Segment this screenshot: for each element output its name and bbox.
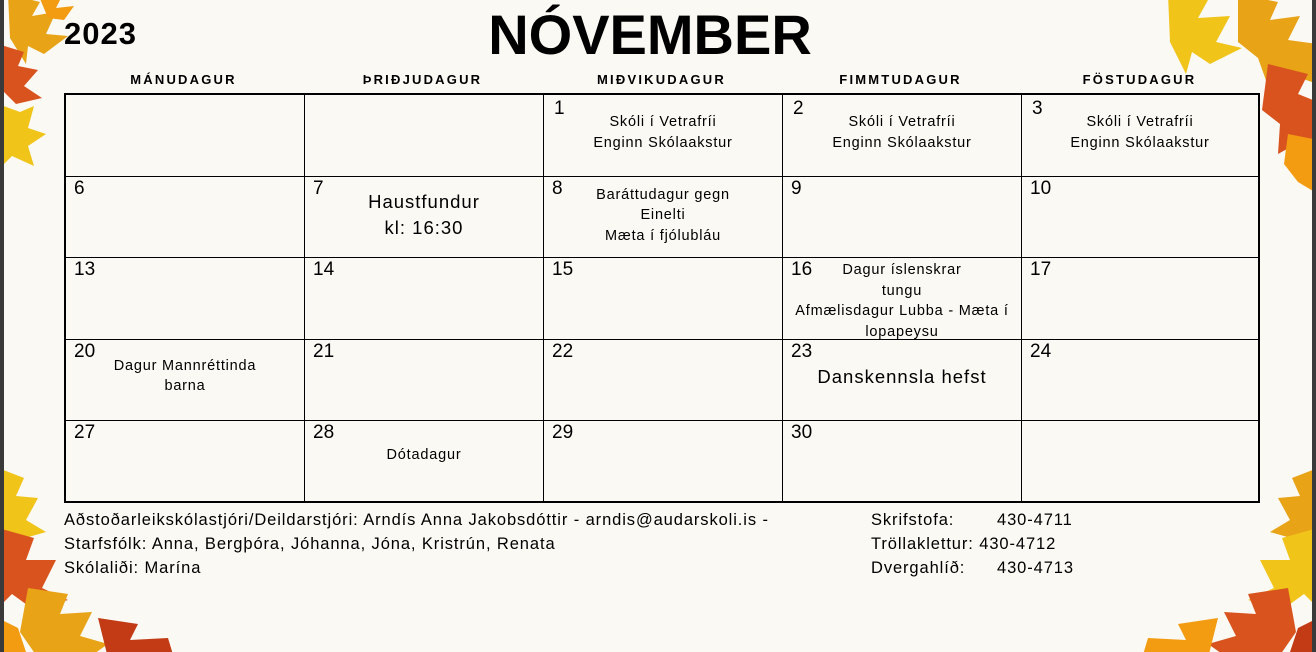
calendar-day-cell <box>544 95 783 177</box>
phone-label: Skrifstofa: <box>871 511 955 529</box>
phone-number: 430-4713 <box>997 559 1074 577</box>
weekday-header <box>64 72 1260 90</box>
calendar-day-cell <box>305 177 544 259</box>
event-line: Danskennsla hefst <box>817 365 987 387</box>
event-line: Afmælisdagur Lubba - Mæta í <box>795 303 1009 320</box>
event-line: Dagur Mannréttinda <box>113 357 257 374</box>
day-number: 14 <box>313 259 335 281</box>
day-event-note <box>305 445 543 466</box>
day-number: 8 <box>552 177 563 199</box>
event-line: barna <box>164 378 206 395</box>
event-line: Dótadagur <box>386 447 462 464</box>
month-title: NÓVEMBER <box>488 3 812 66</box>
footer-contact-info <box>64 508 769 580</box>
day-number: 28 <box>313 422 335 444</box>
calendar-day-cell <box>66 95 305 177</box>
year-label: 2023 <box>64 16 137 51</box>
calendar-day-cell <box>544 177 783 259</box>
day-number: 13 <box>74 259 96 281</box>
day-event-note <box>783 364 1021 390</box>
event-line: Enginn Skólaakstur <box>832 134 972 151</box>
calendar-page <box>4 0 1312 652</box>
calendar-day-cell <box>66 177 305 259</box>
day-number: 9 <box>791 177 802 199</box>
calendar-day-cell <box>544 421 783 503</box>
day-number: 6 <box>74 177 85 199</box>
calendar-day-cell <box>1022 340 1258 422</box>
footer-line-staff: Starfsfólk: Anna, Bergþóra, Jóhanna, Jóna, Kristrún, Renata <box>64 535 556 553</box>
phone-number: 430-4711 <box>997 511 1073 529</box>
day-number: 27 <box>74 422 96 444</box>
day-number: 21 <box>313 340 335 362</box>
footer-line-janitor: Skólaliði: Marína <box>64 559 202 577</box>
event-line: Dagur íslenskrar <box>842 262 962 279</box>
day-event-note <box>1022 112 1258 153</box>
day-number: 20 <box>74 340 96 362</box>
event-line: Skóli í Vetrafríi <box>1086 114 1194 130</box>
phone-number: 430-4712 <box>979 535 1057 553</box>
calendar-day-cell <box>1022 421 1258 503</box>
day-number: 1 <box>554 98 565 119</box>
weekday-monday: MÁNUDAGUR <box>130 72 237 87</box>
phone-label: Tröllaklettur: <box>871 535 974 553</box>
calendar-day-cell <box>305 95 544 177</box>
day-event-note <box>305 189 543 241</box>
day-number: 7 <box>313 177 324 199</box>
event-line: Enginn Skólaakstur <box>1070 134 1210 151</box>
weekday-friday: FÖSTUDAGUR <box>1082 72 1197 87</box>
calendar-day-cell <box>305 421 544 503</box>
phone-label: Dvergahlíð: <box>871 559 966 577</box>
day-number: 2 <box>793 98 804 119</box>
event-line: Mæta í fjólubláu <box>605 227 721 244</box>
event-line: Einelti <box>640 207 686 224</box>
calendar-day-cell <box>66 258 305 340</box>
day-event-note <box>544 185 782 247</box>
calendar-day-cell <box>1022 258 1258 340</box>
day-event-note <box>66 356 304 397</box>
event-line: Baráttudagur gegn <box>596 186 730 203</box>
day-number: 23 <box>791 340 813 362</box>
calendar-grid <box>64 93 1260 503</box>
event-line: Haustfundur <box>368 190 480 212</box>
event-line: Skóli í Vetrafríi <box>848 114 956 130</box>
calendar-day-cell <box>783 421 1022 503</box>
event-line: Enginn Skólaakstur <box>593 134 733 151</box>
day-event-note <box>783 112 1021 153</box>
day-number: 16 <box>791 259 813 281</box>
footer-phone-list <box>871 508 1074 580</box>
day-number: 17 <box>1030 259 1052 281</box>
weekday-thursday: FIMMTUDAGUR <box>839 72 962 87</box>
calendar-day-cell <box>66 421 305 503</box>
calendar-day-cell <box>783 177 1022 259</box>
calendar-day-cell <box>544 258 783 340</box>
calendar-day-cell <box>1022 177 1258 259</box>
event-line: Skóli í Vetrafríi <box>609 114 717 130</box>
calendar-day-cell <box>305 340 544 422</box>
day-number: 10 <box>1030 177 1052 199</box>
calendar-day-cell <box>783 95 1022 177</box>
weekday-wednesday: MIÐVIKUDAGUR <box>597 72 726 87</box>
day-number: 24 <box>1030 340 1052 362</box>
event-line: tungu <box>881 282 923 299</box>
calendar-day-cell <box>783 340 1022 422</box>
phone-row-dvergahlid <box>871 556 1074 580</box>
day-event-note <box>783 260 1021 342</box>
calendar-day-cell <box>783 258 1022 340</box>
day-number: 30 <box>791 422 813 444</box>
phone-row-trollaklettur <box>871 532 1074 556</box>
day-number: 15 <box>552 259 574 281</box>
day-number: 22 <box>552 340 574 362</box>
footer-line-assistant-director: Aðstoðarleikskólastjóri/Deildarstjóri: Arndís Anna Jakobsdóttir - arndis@audarskoli.is - <box>64 511 769 529</box>
calendar-day-cell <box>1022 95 1258 177</box>
event-line: kl: 16:30 <box>384 216 464 238</box>
day-number: 3 <box>1032 98 1043 119</box>
calendar-day-cell <box>544 340 783 422</box>
calendar-day-cell <box>66 340 305 422</box>
phone-row-office <box>871 508 1074 532</box>
weekday-tuesday: ÞRIÐJUDAGUR <box>362 72 483 87</box>
day-event-note <box>544 112 782 153</box>
event-line: lopapeysu <box>865 323 939 340</box>
calendar-day-cell <box>305 258 544 340</box>
day-number: 29 <box>552 422 574 444</box>
